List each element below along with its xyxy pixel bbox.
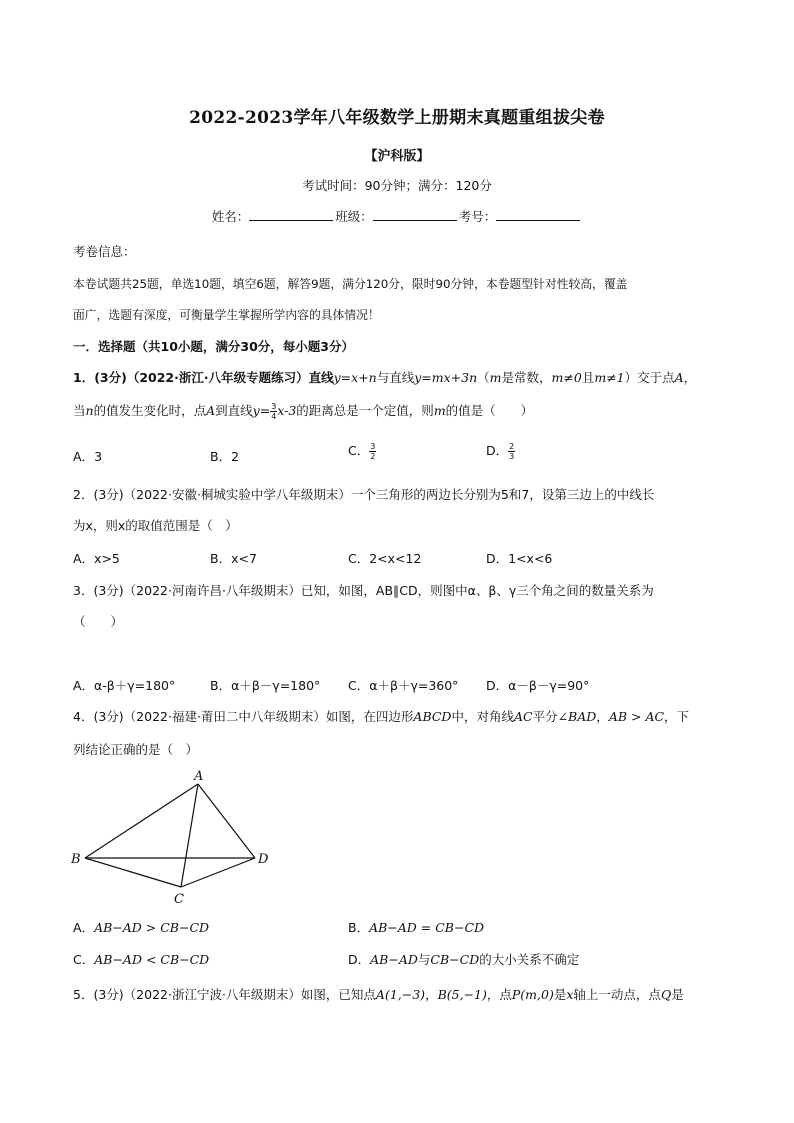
- q5-point-p: P(m,0): [511, 987, 554, 1002]
- name-blank[interactable]: [249, 208, 333, 221]
- q5-point-b: B(5,−1): [437, 987, 487, 1002]
- q1-line-1: [73, 368, 733, 386]
- q1-text: 与直线: [376, 370, 415, 385]
- q5-point-a: A(1,−3): [375, 987, 426, 1002]
- q5-point-q: Q: [660, 987, 672, 1002]
- q4-text: 平分: [532, 709, 558, 724]
- q4-text: 中，对角线: [451, 709, 514, 724]
- q1-var: m: [433, 403, 446, 418]
- q4-option-a[interactable]: A．AB−AD > CB−CD: [73, 920, 210, 935]
- q1-eq3: y=: [252, 403, 271, 418]
- q5-line-1: [73, 985, 733, 1003]
- q1-text: 的距离总是一个定值，则: [296, 403, 434, 418]
- q1-option-a[interactable]: A．3: [73, 449, 103, 464]
- q3-option-b[interactable]: B．α＋β－γ=180°: [210, 678, 321, 693]
- q1-cond: m≠1: [594, 370, 625, 385]
- q1-text: 是常数，: [501, 370, 552, 385]
- class-label: 班级：: [335, 209, 373, 224]
- q1-option-d[interactable]: D． $\frac{2}{3}$: [486, 442, 515, 461]
- q1-fraction: $\frac{3}{4}$: [271, 402, 277, 421]
- segment-dc: [181, 858, 255, 887]
- q5-text: 是: [553, 987, 567, 1002]
- q5-text: ，点: [486, 987, 512, 1002]
- q3-option-d[interactable]: D．α－β－γ=90°: [486, 678, 590, 693]
- q4-option-c[interactable]: C．AB−AD < CB−CD: [73, 952, 210, 967]
- q3-option-a[interactable]: A．α-β＋γ=180°: [73, 678, 176, 693]
- name-label: 姓名：: [211, 209, 250, 224]
- q1-eq3: x-3: [277, 403, 297, 418]
- q4-line-2: 列结论正确的是（ ）: [73, 742, 199, 757]
- q1-eq2: y=mx+3n: [414, 370, 478, 385]
- edition-label: 【沪科版】: [364, 149, 430, 164]
- exam-time-info: 考试时间：90分钟；满分：120分: [302, 178, 492, 193]
- q5-var: x: [566, 987, 574, 1002]
- q2-line-1: 2．(3分)（2022·安徽·桐城实验中学八年级期末）一个三角形的两边长分别为5和7，设第三边上的中线长: [73, 487, 655, 502]
- label-a: A: [194, 769, 204, 784]
- segment-cb: [85, 858, 181, 887]
- q2-option-b[interactable]: B．x<7: [210, 551, 257, 566]
- diagonal-ac: [181, 784, 198, 887]
- notice-line-1: 本卷试题共25题，单选10题，填空6题，解答9题，满分120分，限时90分钟，本卷题型针对性较高，覆盖: [73, 277, 628, 291]
- section-1-heading: 一．选择题（共10小题，满分30分，每小题3分）: [73, 339, 354, 354]
- q3-line-1: 3．(3分)（2022·河南许昌·八年级期末）已知，如图，AB∥CD，则图中α、β、γ三个角之间的数量关系为: [73, 583, 654, 598]
- q1-text: 且: [581, 370, 595, 385]
- q4-quad: ABCD: [413, 709, 452, 724]
- q5-text: 5．(3分)（2022·浙江宁波·八年级期末）如图，已知点: [73, 987, 376, 1002]
- q1-option-b[interactable]: B．2: [210, 449, 240, 464]
- q5-text: 是: [671, 987, 684, 1002]
- q2-line-2: 为x，则x的取值范围是（ ）: [73, 518, 238, 533]
- q5-text: ，: [425, 987, 438, 1002]
- q1-eq1: y=x+n: [333, 370, 377, 385]
- q3-line-2: （ ）: [73, 614, 124, 629]
- q1-line-2: [73, 401, 733, 421]
- q4-text: ，下: [664, 709, 690, 724]
- student-info-fields: [0, 207, 794, 225]
- notice-label: 考卷信息：: [73, 244, 136, 259]
- q4-text: ，: [596, 709, 609, 724]
- q1-text: （: [477, 370, 490, 385]
- exam-title: 2022-2023学年八年级数学上册期末真题重组拔尖卷: [189, 108, 605, 128]
- q4-option-d[interactable]: D．AB−AD与CB−CD的大小关系不确定: [348, 952, 580, 967]
- q1-var: m: [489, 370, 502, 385]
- q1-point: A: [674, 370, 684, 385]
- q2-option-c[interactable]: C．2<x<12: [348, 551, 422, 566]
- q4-diag: AC: [513, 709, 533, 724]
- q2-option-d[interactable]: D．1<x<6: [486, 551, 553, 566]
- q1-text: ，: [683, 370, 697, 385]
- q3-option-c[interactable]: C．α＋β＋γ=360°: [348, 678, 459, 693]
- q2-option-a[interactable]: A．x>5: [73, 551, 120, 566]
- q5-text: 轴上一动点，点: [573, 987, 661, 1002]
- q1-option-c[interactable]: C． $\frac{3}{2}$: [348, 442, 376, 461]
- q4-text: 4．(3分)（2022·福建·莆田二中八年级期末）如图，在四边形: [73, 709, 414, 724]
- class-blank[interactable]: [373, 208, 457, 221]
- q4-ineq: AB > AC: [608, 709, 665, 724]
- q1-text: 的值发生变化时，点: [93, 403, 207, 418]
- q1-stem: 1．(3分)（2022·浙江·八年级专题练习）直线: [73, 370, 334, 385]
- q1-cond: m≠0: [551, 370, 582, 385]
- q1-text: 到直线: [215, 403, 253, 418]
- notice-line-2: 面广，选题有深度，可衡量学生掌握所学内容的具体情况！: [73, 308, 380, 322]
- label-b: B: [71, 852, 81, 867]
- quadrilateral-figure: [66, 765, 286, 910]
- q4-line-1: [73, 707, 733, 725]
- segment-ad: [198, 784, 255, 858]
- q4-angle: ∠BAD: [557, 709, 597, 724]
- q1-var: n: [85, 403, 94, 418]
- number-blank[interactable]: [496, 208, 580, 221]
- q4-option-b[interactable]: B．AB−AD = CB−CD: [348, 920, 485, 935]
- q1-text: 当: [73, 403, 86, 418]
- q1-text: ）交于点: [624, 370, 675, 385]
- label-c: C: [174, 892, 184, 907]
- q1-point: A: [206, 403, 216, 418]
- label-d: D: [258, 852, 269, 867]
- number-label: 考号：: [458, 209, 497, 224]
- segment-ab: [85, 784, 198, 858]
- q1-text: 的值是（ ）: [445, 403, 534, 418]
